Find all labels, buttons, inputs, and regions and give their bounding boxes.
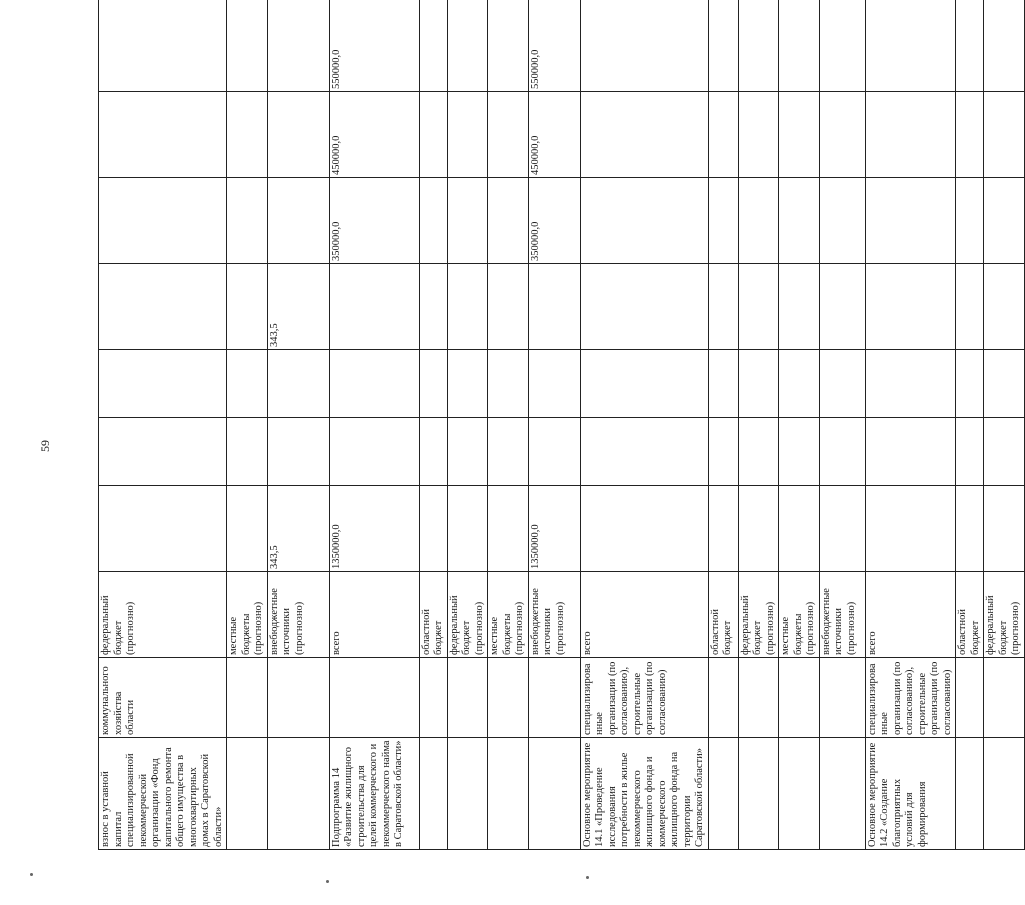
- cell-c7: [580, 178, 708, 264]
- cell-c5: [419, 350, 447, 418]
- cell-c4: [956, 418, 984, 486]
- cell-c3: [984, 486, 1025, 572]
- cell-c5: [99, 350, 227, 418]
- cell-c4: [447, 418, 488, 486]
- cell-c1: [419, 658, 447, 738]
- cell-c0: [227, 738, 268, 850]
- cell-c1: [447, 658, 488, 738]
- cell-c3: [708, 486, 738, 572]
- table-row: [819, 0, 865, 850]
- cell-c8: [267, 92, 329, 178]
- cell-c4: [419, 418, 447, 486]
- cell-c4: [738, 418, 779, 486]
- cell-c3: [580, 486, 708, 572]
- cell-c6: [819, 264, 865, 350]
- cell-c4: [580, 418, 708, 486]
- cell-c9: 550000,0: [329, 0, 419, 92]
- cell-c0: [738, 738, 779, 850]
- table-row: [99, 0, 227, 850]
- cell-c3: [779, 486, 820, 572]
- cell-c9: [419, 0, 447, 92]
- cell-c8: [865, 92, 956, 178]
- cell-c6: [865, 264, 956, 350]
- cell-c1: [779, 658, 820, 738]
- cell-c7: [738, 178, 779, 264]
- cell-c9: [738, 0, 779, 92]
- cell-c0: [819, 738, 865, 850]
- cell-c6: [488, 264, 529, 350]
- cell-c1: [819, 658, 865, 738]
- cell-c4: [865, 418, 956, 486]
- cell-c8: [956, 92, 984, 178]
- cell-c0: [447, 738, 488, 850]
- cell-c1: [329, 658, 419, 738]
- cell-c7: [708, 178, 738, 264]
- cell-c0: Подпрограмма 14 «Развитие жилищного строительства для целей коммерческого и некоммерческого найма в Саратовской области»: [329, 738, 419, 850]
- cell-c4: [99, 418, 227, 486]
- cell-c8: [447, 92, 488, 178]
- cell-c2: местные бюджеты (прогнозно): [227, 572, 268, 658]
- cell-c5: [779, 350, 820, 418]
- cell-c0: Основное мероприятие 14.2 «Создание благоприятных условий для формирования: [865, 738, 956, 850]
- budget-table: [98, 0, 1021, 850]
- cell-c2: федеральный бюджет (прогнозно): [447, 572, 488, 658]
- table-row: [580, 0, 708, 850]
- cell-c9: [580, 0, 708, 92]
- cell-c2: местные бюджеты (прогнозно): [779, 572, 820, 658]
- cell-c9: [227, 0, 268, 92]
- cell-c5: [956, 350, 984, 418]
- cell-c4: [984, 418, 1025, 486]
- cell-c0: [984, 738, 1025, 850]
- cell-c4: [488, 418, 529, 486]
- scan-mark: [326, 880, 329, 883]
- cell-c0: [779, 738, 820, 850]
- cell-c2: всего: [580, 572, 708, 658]
- cell-c9: 550000,0: [528, 0, 580, 92]
- cell-c3: [488, 486, 529, 572]
- cell-c8: [488, 92, 529, 178]
- table-row: [865, 0, 956, 850]
- cell-c6: [580, 264, 708, 350]
- cell-c6: [329, 264, 419, 350]
- cell-c6: [227, 264, 268, 350]
- cell-c8: [984, 92, 1025, 178]
- table-row: [528, 0, 580, 850]
- cell-c8: [580, 92, 708, 178]
- cell-c7: 350000,0: [329, 178, 419, 264]
- cell-c9: [956, 0, 984, 92]
- cell-c7: [99, 178, 227, 264]
- cell-c8: [738, 92, 779, 178]
- cell-c0: [528, 738, 580, 850]
- cell-c6: 343,5: [267, 264, 329, 350]
- cell-c0: [708, 738, 738, 850]
- cell-c3: [956, 486, 984, 572]
- table-row: [329, 0, 419, 850]
- cell-c8: [419, 92, 447, 178]
- cell-c3: [865, 486, 956, 572]
- cell-c4: [819, 418, 865, 486]
- cell-c7: [779, 178, 820, 264]
- cell-c2: федеральный бюджет (прогнозно): [738, 572, 779, 658]
- table-row: [956, 0, 984, 850]
- table-row: [447, 0, 488, 850]
- cell-c4: [779, 418, 820, 486]
- table-row: [779, 0, 820, 850]
- cell-c5: [738, 350, 779, 418]
- cell-c9: [267, 0, 329, 92]
- cell-c0: взнос в уставной капитал специализированной некоммерческой организации «Фонд капитального ремонта общего имущества в многоквартирных домах в Саратовской области»: [99, 738, 227, 850]
- cell-c8: 450000,0: [528, 92, 580, 178]
- cell-c5: [227, 350, 268, 418]
- cell-c5: [267, 350, 329, 418]
- cell-c5: [447, 350, 488, 418]
- cell-c1: [227, 658, 268, 738]
- cell-c6: [779, 264, 820, 350]
- cell-c1: специализированные организации (по согласованию), строительные организации (по согласованию): [865, 658, 956, 738]
- table-row: [488, 0, 529, 850]
- table-row: [738, 0, 779, 850]
- table-row: [984, 0, 1025, 850]
- cell-c9: [447, 0, 488, 92]
- scan-mark: [30, 873, 33, 876]
- table-body: [99, 0, 1025, 850]
- cell-c2: внебюджетные источники (прогнозно): [267, 572, 329, 658]
- cell-c7: [865, 178, 956, 264]
- cell-c6: [528, 264, 580, 350]
- cell-c8: [99, 92, 227, 178]
- cell-c7: [956, 178, 984, 264]
- cell-c2: местные бюджеты (прогнозно): [488, 572, 529, 658]
- cell-c5: [708, 350, 738, 418]
- cell-c1: [528, 658, 580, 738]
- table-row: [419, 0, 447, 850]
- cell-c5: [580, 350, 708, 418]
- cell-c7: [267, 178, 329, 264]
- cell-c7: [227, 178, 268, 264]
- cell-c0: [956, 738, 984, 850]
- cell-c3: [738, 486, 779, 572]
- cell-c7: [419, 178, 447, 264]
- cell-c6: [708, 264, 738, 350]
- cell-c1: [708, 658, 738, 738]
- cell-c2: всего: [865, 572, 956, 658]
- cell-c3: 343,5: [267, 486, 329, 572]
- cell-c8: [779, 92, 820, 178]
- cell-c7: [984, 178, 1025, 264]
- cell-c7: [819, 178, 865, 264]
- table-row: [708, 0, 738, 850]
- cell-c8: 450000,0: [329, 92, 419, 178]
- cell-c1: специализированные организации (по согласованию), строительные организации (по согласованию): [580, 658, 708, 738]
- cell-c0: [267, 738, 329, 850]
- cell-c2: областной бюджет: [956, 572, 984, 658]
- cell-c7: [447, 178, 488, 264]
- cell-c2: областной бюджет: [419, 572, 447, 658]
- cell-c0: [488, 738, 529, 850]
- cell-c8: [819, 92, 865, 178]
- cell-c5: [865, 350, 956, 418]
- cell-c7: [488, 178, 529, 264]
- cell-c6: [99, 264, 227, 350]
- cell-c3: [227, 486, 268, 572]
- cell-c3: [447, 486, 488, 572]
- cell-c9: [865, 0, 956, 92]
- cell-c2: внебюджетные источники (прогнозно): [819, 572, 865, 658]
- cell-c4: [329, 418, 419, 486]
- cell-c5: [488, 350, 529, 418]
- cell-c4: [708, 418, 738, 486]
- cell-c9: [984, 0, 1025, 92]
- page-number: 59: [38, 440, 52, 452]
- cell-c2: областной бюджет: [708, 572, 738, 658]
- cell-c7: 350000,0: [528, 178, 580, 264]
- cell-c0: [419, 738, 447, 850]
- cell-c9: [99, 0, 227, 92]
- cell-c4: [267, 418, 329, 486]
- table-row: [227, 0, 268, 850]
- cell-c1: [488, 658, 529, 738]
- cell-c2: федеральный бюджет (прогнозно): [984, 572, 1025, 658]
- cell-c3: [99, 486, 227, 572]
- cell-c3: 1350000,0: [329, 486, 419, 572]
- cell-c6: [984, 264, 1025, 350]
- cell-c5: [528, 350, 580, 418]
- cell-c2: федеральный бюджет (прогнозно): [99, 572, 227, 658]
- cell-c3: 1350000,0: [528, 486, 580, 572]
- scan-mark: [586, 876, 589, 879]
- cell-c6: [738, 264, 779, 350]
- cell-c5: [329, 350, 419, 418]
- cell-c1: [956, 658, 984, 738]
- cell-c1: [267, 658, 329, 738]
- cell-c9: [779, 0, 820, 92]
- cell-c0: Основное мероприятие 14.1 «Проведение исследования потребности в жилье некоммерческого жилищного фонда и коммерческого жилищного фонда на территории Саратовской области»: [580, 738, 708, 850]
- cell-c6: [447, 264, 488, 350]
- cell-c8: [708, 92, 738, 178]
- cell-c5: [819, 350, 865, 418]
- cell-c2: внебюджетные источники (прогнозно): [528, 572, 580, 658]
- cell-c5: [984, 350, 1025, 418]
- cell-c1: [984, 658, 1025, 738]
- cell-c1: [738, 658, 779, 738]
- cell-c4: [227, 418, 268, 486]
- cell-c8: [227, 92, 268, 178]
- cell-c3: [419, 486, 447, 572]
- table-row: [267, 0, 329, 850]
- cell-c9: [819, 0, 865, 92]
- cell-c6: [419, 264, 447, 350]
- cell-c6: [956, 264, 984, 350]
- cell-c3: [819, 486, 865, 572]
- cell-c1: коммунального хозяйства области: [99, 658, 227, 738]
- cell-c4: [528, 418, 580, 486]
- cell-c9: [708, 0, 738, 92]
- cell-c2: всего: [329, 572, 419, 658]
- cell-c9: [488, 0, 529, 92]
